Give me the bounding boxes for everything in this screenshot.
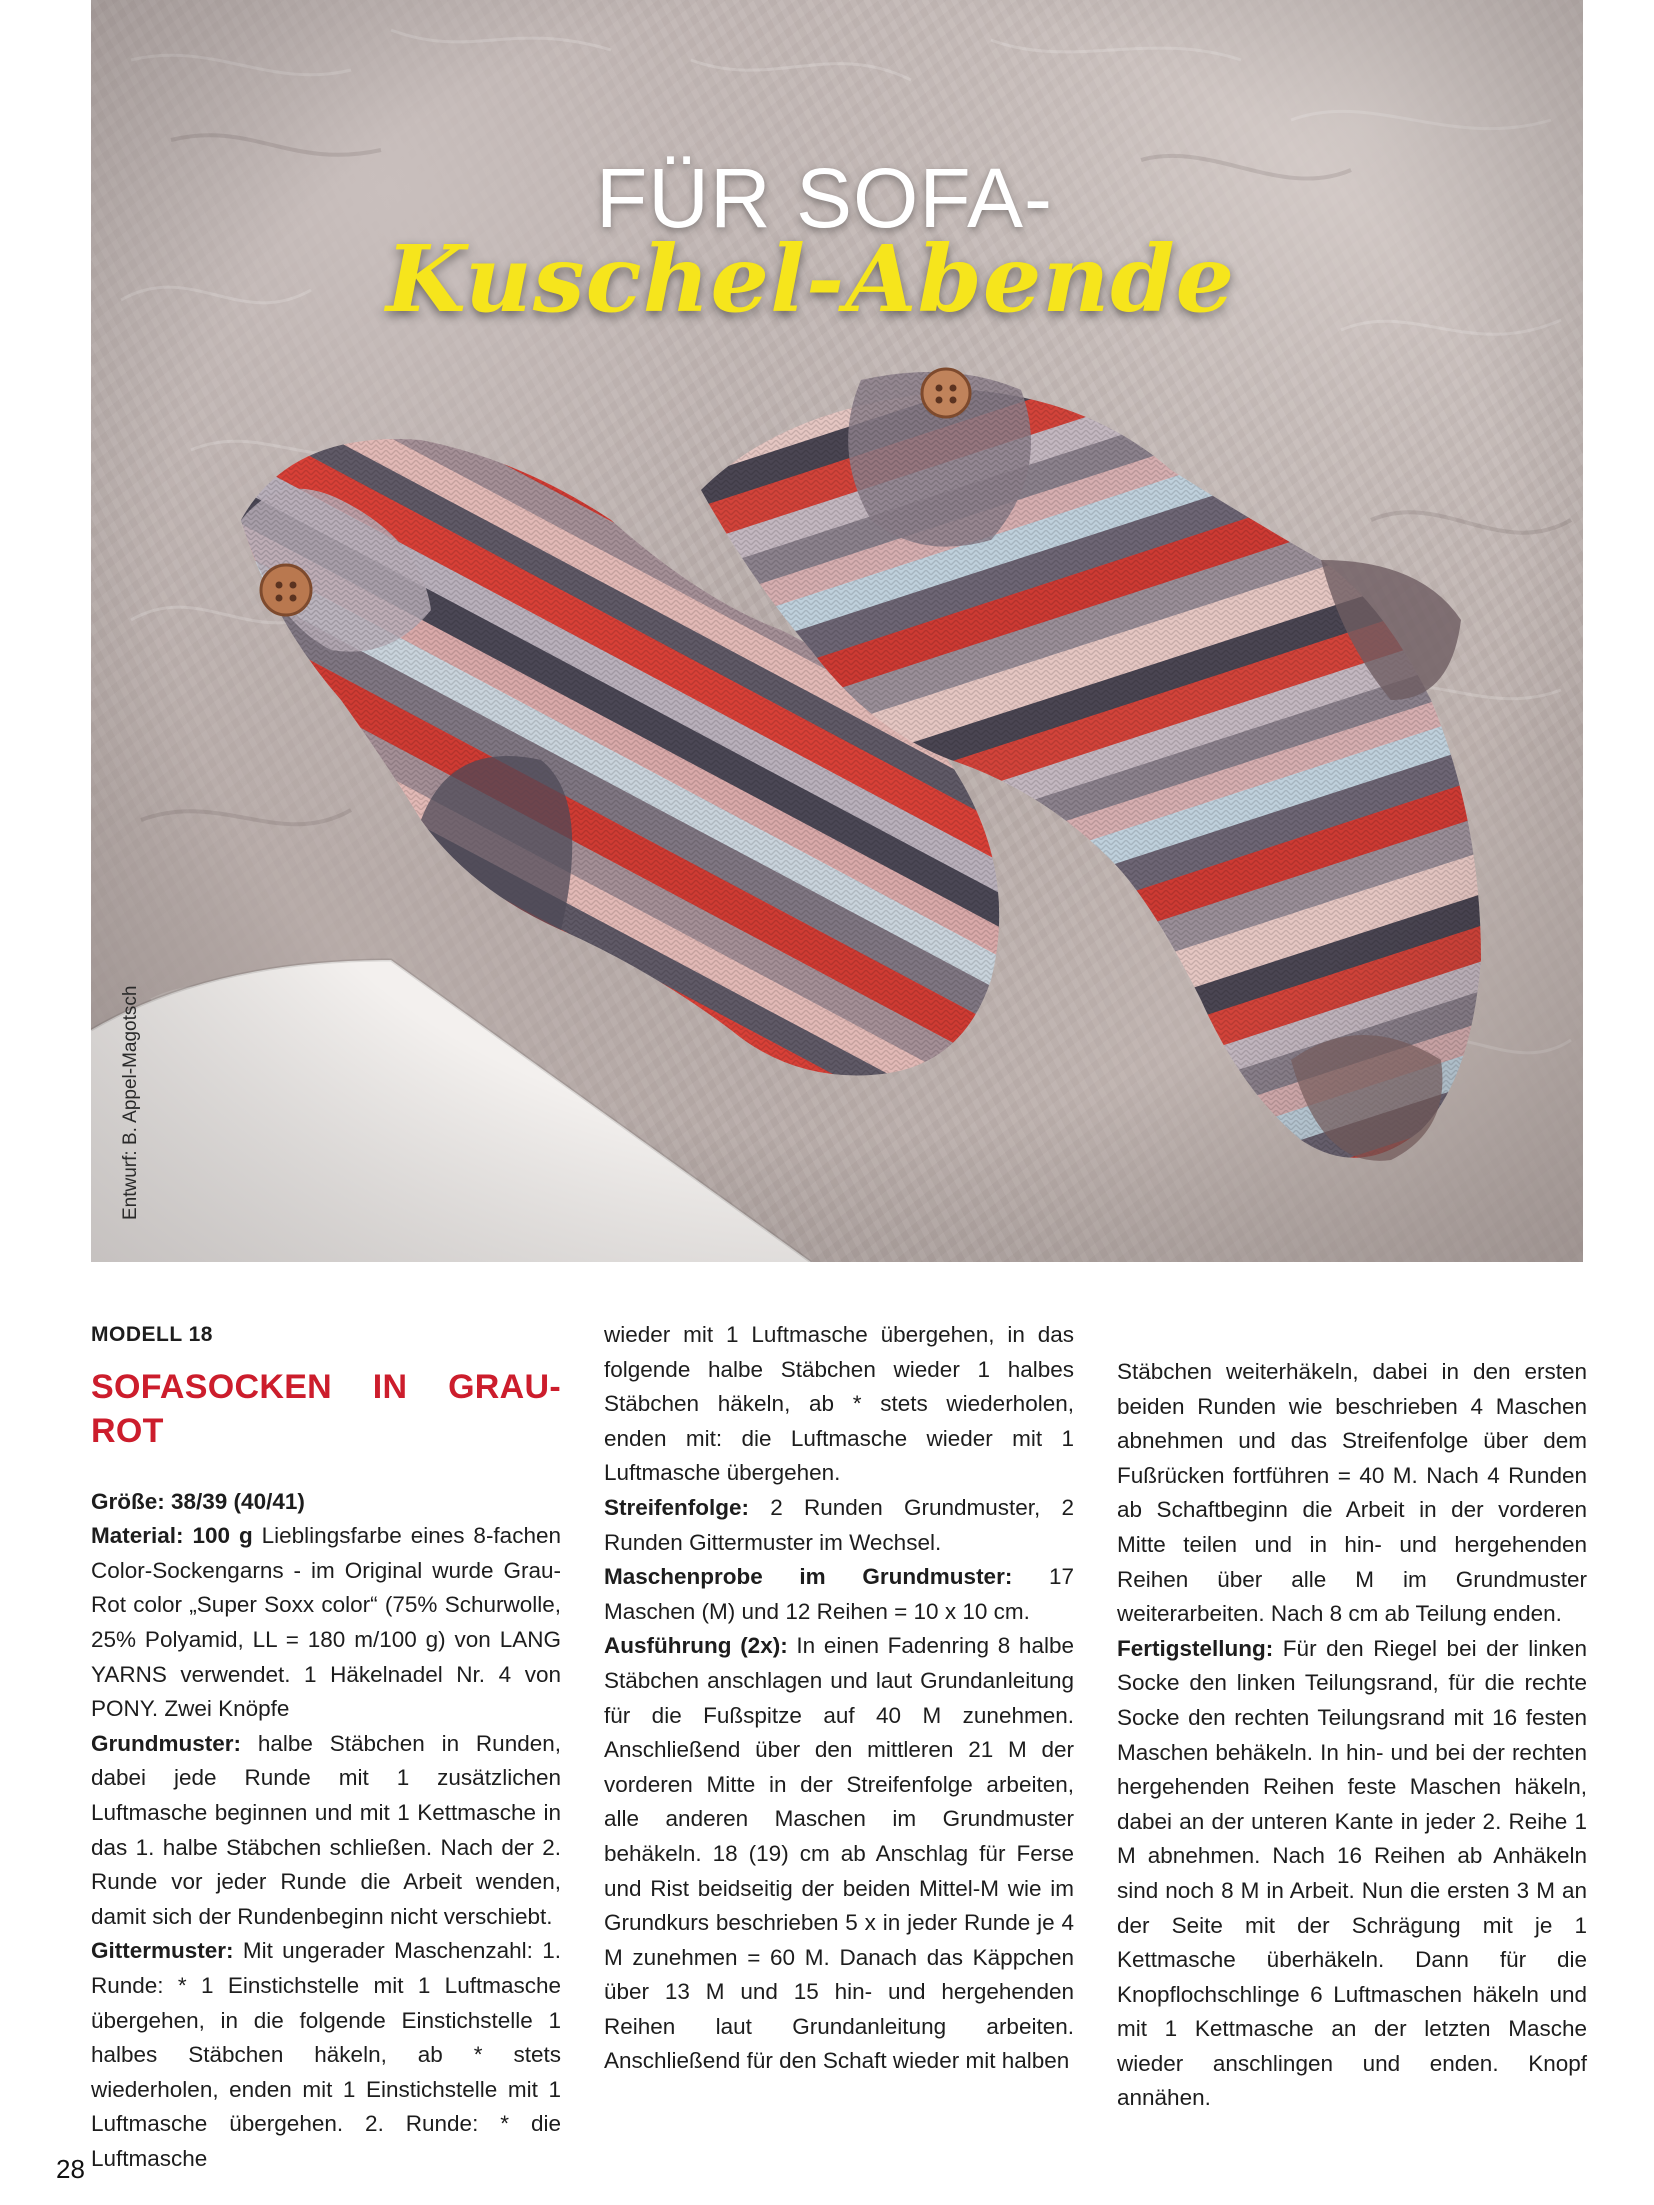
grundmuster-label: Grundmuster: [91,1730,242,1756]
design-credit: Entwurf: B. Appel-Magotsch [120,985,141,1220]
model-label: MODELL 18 [91,1323,213,1346]
fertigstellung-label: Fertigstellung: [1117,1635,1274,1661]
gittermuster-label: Gittermuster: [91,1938,234,1964]
grundmuster-text: halbe Stäbchen in Runden, dabei jede Runde mit 1 zusätzlichen Luftmasche beginnen und mit 1 Kettmasche in das 1. halbe Stäbchen schließen. Nach der 2. Runde vor jeder Runde die Arbeit wenden, damit sich der Rundenbeginn nicht verschiebt. [91,1730,561,1929]
text-column-2 [604,1318,1074,2079]
ausfuehrung-label: Ausführung (2x): [604,1633,788,1659]
size-label: Größe: 38/39 (40/41) [91,1488,305,1514]
title-line-2: Kuschel-Abende [386,225,1236,333]
streifenfolge-label: Streifenfolge: [604,1494,750,1520]
streifenfolge-text: 2 Runden Grundmuster, 2 Runden Gittermuster im Wechsel. [604,1494,1074,1555]
ausfuehrung-text: In einen Fadenring 8 halbe Stäbchen anschlagen und laut Grundanleitung für die Fußspitze auf 40 M zunehmen. Anschließend über den mittleren 21 M der vorderen Mitte in der Streifenfolge arbeiten, alle anderen Maschen im Grundmuster behäkeln. 18 (19) cm ab Anschlag für Ferse und Rist beidseitig der beiden Mittel-M wie im Grundkurs beschrieben 5 x in jeder Runde je 4 M zunehmen = 60 M. Danach das Käppchen über 13 M und 15 hin- und hergehenden Reihen laut Grundanleitung arbeiten. Anschließend für den Schaft wieder mit halben [604,1633,1074,2074]
material-text: Lieblingsfarbe eines 8-fachen Color-Sockengarns - im Original wurde Grau-Rot color „Super Soxx color“ (75% Schurwolle, 25% Polyamid, LL = 180 m/100 g) von LANG YARNS verwendet. 1 Häkelnadel Nr. 4 von PONY. Zwei Knöpfe [91,1523,561,1722]
grundmuster-paragraph [91,1727,561,1935]
ausfuehrung-paragraph [604,1629,1074,2079]
text-column-1 [91,1318,561,2176]
gittermuster-text: Mit ungerader Maschenzahl: 1. Runde: * 1 Einstichstelle mit 1 Luftmasche übergehen, in die folgende Einstichstelle 1 halbes Stäbchen häkeln, ab * stets wiederholen, enden mit 1 Einstichstelle mit 1 Luftmasche übergehen. 2. Runde: * die Luftmasche [91,1938,561,2171]
fertigstellung-text: Für den Riegel bei der linken Socke den linken Teilungsrand, für die rechte Socke den rechten Teilungsrand mit 16 festen Maschen behäkeln. In hin- und bei der rechten hergehenden Reihen feste Maschen häkeln, dabei an der unteren Kante in jeder 2. Reihe 1 M abnehmen. Nach 16 Reihen ab Anhäkeln sind noch 8 M in Arbeit. Nun die ersten 3 M an der Seite mit der Schrägung mit je 1 Kettmasche überhäkeln. Dann für die Knopflochschlinge 6 Luftmaschen häkeln und mit 1 Kettmasche an der letzten Masche wieder anschlingen und enden. Knopf annähen. [1117,1635,1587,2111]
text-column-3 [1117,1355,1587,2116]
page-number: 28 [56,2154,85,2184]
streifenfolge-paragraph [604,1491,1074,1560]
col2-intro-text: wieder mit 1 Luftmasche übergehen, in das folgende halbe Stäbchen wieder 1 halbes Stäbchen häkeln, ab * stets wiederholen, enden mit: die Luftmasche wieder mit 1 Luftmasche übergehen. [604,1322,1074,1486]
material-label: Material: 100 g [91,1523,253,1549]
maschenprobe-text: 17 Maschen (M) und 12 Reihen = 10 x 10 cm. [604,1564,1074,1624]
col3-intro-text: Stäbchen weiterhäkeln, dabei in den ersten beiden Runden wie beschrieben 4 Maschen abnehmen und das Streifenfolge über dem Fußrücken fortführen = 40 M. Nach 4 Runden ab Schaftbeginn die Arbeit in der vorderen Mitte teilen und in hin- und hergehenden Reihen über alle M im Grundmuster weiterarbeiten. Nach 8 cm ab Teilung enden. [1117,1359,1587,1627]
fertigstellung-paragraph [1117,1632,1587,2116]
gittermuster-paragraph [91,1934,561,2176]
hero-photo [91,0,1583,1262]
material-paragraph [91,1519,561,1727]
column-2-intro [604,1318,1074,1491]
title-line-1: FÜR SOFA- [596,151,1054,245]
article-heading: SOFASOCKEN IN GRAU-ROT [91,1367,561,1450]
size-paragraph [91,1485,561,1520]
column-3-intro [1117,1355,1587,1632]
maschenprobe-paragraph [604,1560,1074,1629]
maschenprobe-label: Maschenprobe im Grundmuster: [604,1564,1013,1590]
